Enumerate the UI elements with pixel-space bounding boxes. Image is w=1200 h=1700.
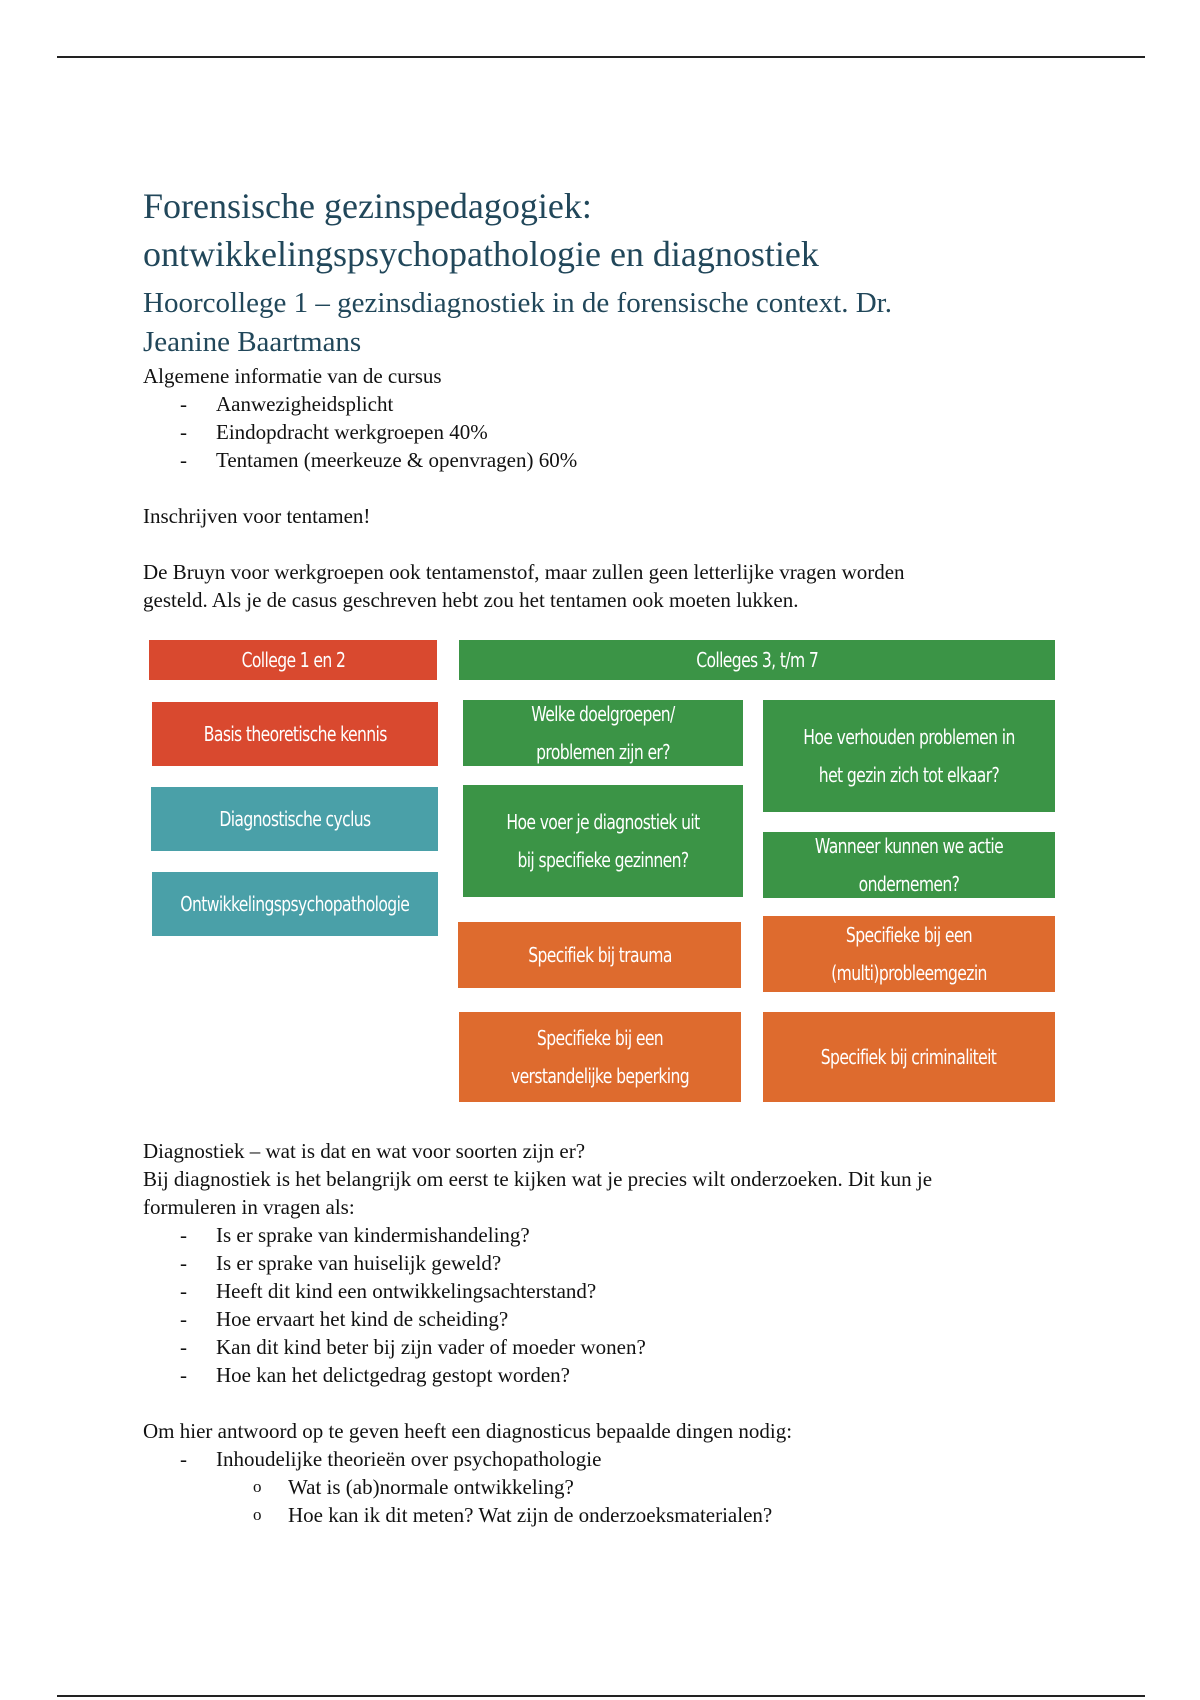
diag-intro-line-1: Bij diagnostiek is het belangrijk om eerst te kijken wat je precies wilt onderzoeken. Dit kun je (143, 1167, 933, 1191)
diagnostiek-intro (143, 1165, 1063, 1221)
list-item (143, 1305, 1063, 1333)
list-item (143, 446, 1063, 474)
bruyn-line-1: De Bruyn voor werkgroepen ook tentamenstof, maar zullen geen letterlijke vragen worden (143, 560, 905, 584)
bruyn-paragraph (143, 558, 1063, 614)
list-item-text: Is er sprake van kindermishandeling? (216, 1223, 530, 1247)
dash-marker: - (180, 1251, 187, 1275)
dash-marker: - (180, 420, 187, 444)
subtitle-line-2: Jeanine Baartmans (143, 326, 362, 358)
box-basis-kennis: Basis theoretische kennis (152, 702, 438, 766)
box-criminaliteit: Specifiek bij criminaliteit (763, 1012, 1055, 1102)
list-item (143, 1333, 1063, 1361)
box-verhouden-problemen: Hoe verhouden problemen in het gezin zich tot elkaar? (763, 700, 1055, 812)
bottom-rule (57, 1695, 1145, 1697)
dash-marker: - (180, 1363, 187, 1387)
list-item-text: Is er sprake van huiselijk geweld? (216, 1251, 502, 1275)
box-trauma: Specifiek bij trauma (458, 922, 741, 988)
diag-intro-line-2: formuleren in vragen als: (143, 1195, 355, 1219)
list-item-text: Hoe ervaart het kind de scheiding? (216, 1307, 509, 1331)
list-item (143, 1361, 1063, 1389)
dash-marker: - (180, 392, 187, 416)
dash-marker: - (180, 1447, 187, 1471)
header-college-1-2: College 1 en 2 (149, 640, 437, 680)
box-verstandelijke-beperking: Specifieke bij een verstandelijke beperking (459, 1012, 741, 1102)
list-item-text: Aanwezigheidsplicht (216, 392, 394, 416)
document-title (143, 182, 1063, 278)
list-item-text: Hoe kan het delictgedrag gestopt worden? (216, 1363, 570, 1387)
title-line-1: Forensische gezinspedagogiek: (143, 186, 592, 226)
needs-list (143, 1445, 1063, 1473)
circle-marker: o (253, 1505, 262, 1524)
header-colleges-3-7: Colleges 3, t/m 7 (459, 640, 1055, 680)
title-line-2: ontwikkelingspsychopathologie en diagnostiek (143, 234, 819, 274)
needs-sublist (143, 1473, 1063, 1529)
list-item (143, 1445, 1063, 1473)
document-body (143, 182, 1063, 1529)
dash-marker: - (180, 1307, 187, 1331)
list-item (143, 418, 1063, 446)
box-multiprobleemgezin: Specifieke bij een (multi)probleemgezin (763, 916, 1055, 992)
intro-list (143, 390, 1063, 474)
dash-marker: - (180, 448, 187, 472)
box-actie-ondernemen: Wanneer kunnen we actie ondernemen? (763, 832, 1055, 898)
dash-marker: - (180, 1335, 187, 1359)
bruyn-line-2: gesteld. Als je de casus geschreven hebt zou het tentamen ook moeten lukken. (143, 588, 799, 612)
subtitle-line-1: Hoorcollege 1 – gezinsdiagnostiek in de forensische context. Dr. (143, 287, 892, 319)
box-doelgroepen: Welke doelgroepen/ problemen zijn er? (463, 700, 743, 766)
dash-marker: - (180, 1223, 187, 1247)
box-ontwikkelingspsychopathologie: Ontwikkelingspsychopathologie (152, 872, 438, 936)
list-item-text: Eindopdracht werkgroepen 40% (216, 420, 488, 444)
list-item (143, 1221, 1063, 1249)
list-item-text: Wat is (ab)normale ontwikkeling? (288, 1475, 574, 1499)
list-item (143, 1249, 1063, 1277)
list-item (143, 1277, 1063, 1305)
list-item-text: Inhoudelijke theorieën over psychopathologie (216, 1447, 602, 1471)
list-item-text: Heeft dit kind een ontwikkelingsachterstand? (216, 1279, 597, 1303)
list-item (143, 1473, 1063, 1501)
box-diagnostische-cyclus: Diagnostische cyclus (151, 787, 438, 851)
lecture-subtitle (143, 284, 1063, 362)
list-item-text: Hoe kan ik dit meten? Wat zijn de onderzoeksmaterialen? (288, 1503, 773, 1527)
top-rule (57, 56, 1145, 58)
needs-intro: Om hier antwoord op te geven heeft een diagnosticus bepaalde dingen nodig: (143, 1419, 793, 1443)
box-diagnostiek-gezinnen: Hoe voer je diagnostiek uit bij specifieke gezinnen? (463, 785, 743, 897)
list-item-text: Kan dit kind beter bij zijn vader of moeder wonen? (216, 1335, 646, 1359)
list-item (143, 390, 1063, 418)
list-item (143, 1501, 1063, 1529)
circle-marker: o (253, 1477, 262, 1496)
list-item-text: Tentamen (meerkeuze & openvragen) 60% (216, 448, 578, 472)
diagnostiek-heading: Diagnostiek – wat is dat en wat voor soorten zijn er? (143, 1139, 586, 1163)
dash-marker: - (180, 1279, 187, 1303)
questions-list (143, 1221, 1063, 1389)
intro-heading: Algemene informatie van de cursus (143, 364, 442, 388)
register-note: Inschrijven voor tentamen! (143, 504, 371, 528)
course-diagram (143, 632, 1063, 1137)
